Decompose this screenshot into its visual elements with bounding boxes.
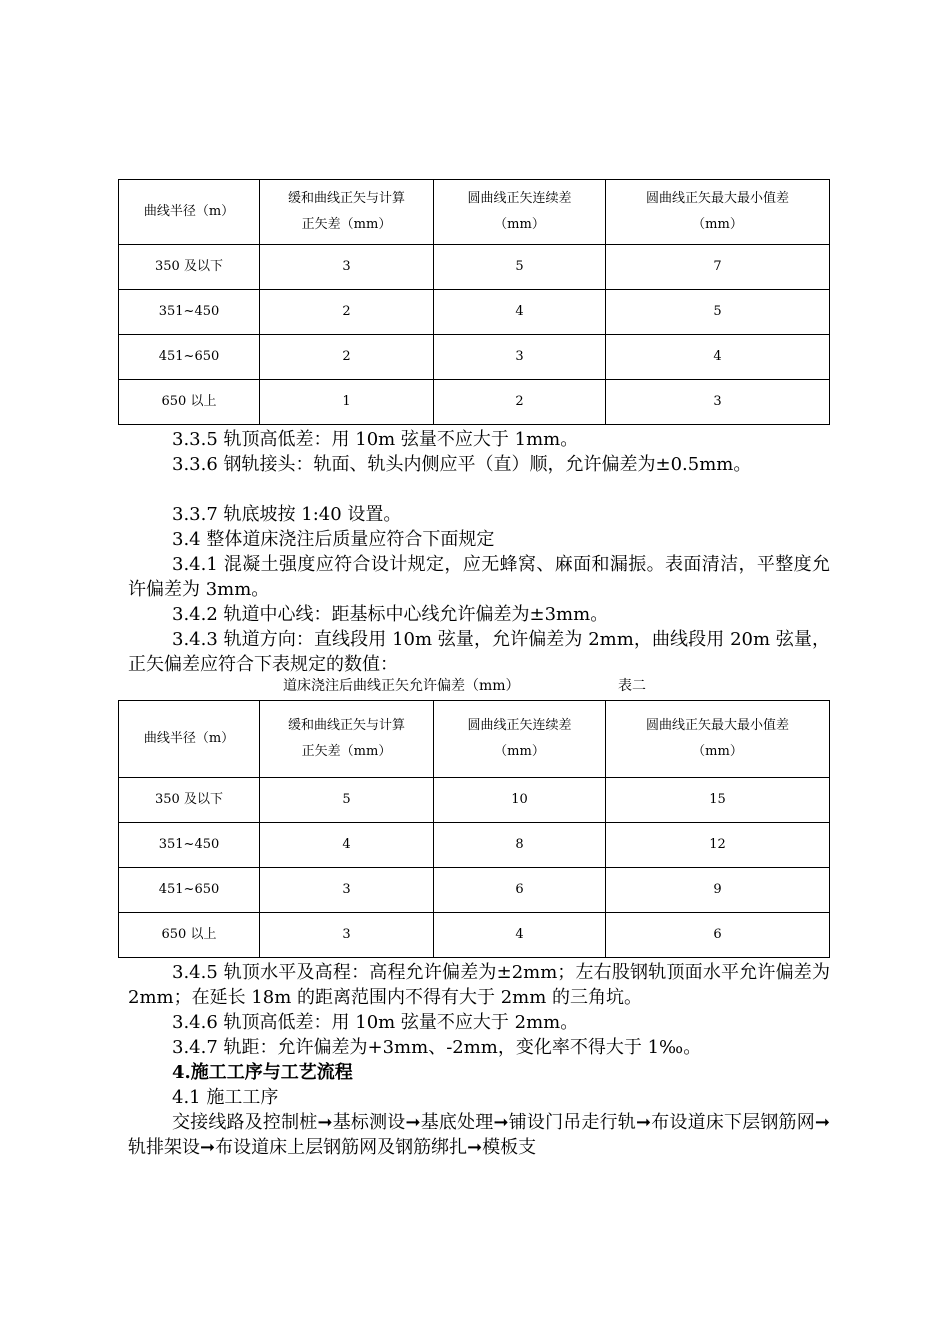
table-cell: 12 <box>606 823 830 868</box>
header-cell <box>119 701 260 778</box>
curve-tolerance-table-2 <box>118 700 830 958</box>
paragraph-3-4-5: 3.4.5 轨顶水平及高程：高程允许偏差为±2mm；左右股钢轨顶面水平允许偏差为 2mm；在延长 18m 的距离范围内不得有大于 2mm 的三角坑。 <box>128 962 830 1008</box>
table-cell: 4 <box>434 290 606 335</box>
header-cell <box>434 701 606 778</box>
table-cell: 650 以上 <box>119 380 260 425</box>
table-cell: 6 <box>434 868 606 913</box>
table-row <box>119 335 830 380</box>
header-text: （mm） <box>494 217 545 232</box>
table-cell: 351~450 <box>119 290 260 335</box>
table-cell: 10 <box>434 778 606 823</box>
header-text: （mm） <box>494 744 545 759</box>
table-header-row <box>119 701 830 778</box>
table-cell: 3 <box>260 913 434 958</box>
table-cell: 3 <box>606 380 830 425</box>
section-heading-4-1: 4.1 施工工序 <box>172 1087 279 1108</box>
table-row <box>119 245 830 290</box>
header-cell <box>260 180 434 245</box>
table-header-row <box>119 180 830 245</box>
table-row <box>119 868 830 913</box>
table-cell: 2 <box>260 290 434 335</box>
paragraph-3-4-7: 3.4.7 轨距：允许偏差为+3mm、-2mm，变化率不得大于 1‰。 <box>172 1037 702 1058</box>
table-cell: 451~650 <box>119 868 260 913</box>
table-cell: 4 <box>606 335 830 380</box>
paragraph-3-4-2: 3.4.2 轨道中心线：距基标中心线允许偏差为±3mm。 <box>172 604 609 625</box>
table-cell: 3 <box>260 245 434 290</box>
header-cell <box>434 180 606 245</box>
table-cell: 8 <box>434 823 606 868</box>
paragraph-process-flow: 交接线路及控制桩➞基标测设➞基底处理➞铺设门吊走行轨➞布设道床下层钢筋网➞轨排架设➞布设道床上层钢筋网及钢筋绑扎➞模板支 <box>128 1112 830 1158</box>
table-cell: 1 <box>260 380 434 425</box>
table-cell: 650 以上 <box>119 913 260 958</box>
header-text: 圆曲线正矢最大最小值差 <box>645 191 789 206</box>
header-text: 圆曲线正矢连续差 <box>467 191 572 206</box>
table-cell: 350 及以下 <box>119 245 260 290</box>
table-caption-number: 表二 <box>618 678 646 694</box>
table-cell: 4 <box>260 823 434 868</box>
header-text: 正矢差（mm） <box>301 744 392 759</box>
header-text: （mm） <box>692 744 743 759</box>
header-text: 缓和曲线正矢与计算 <box>287 718 405 733</box>
table-cell: 350 及以下 <box>119 778 260 823</box>
table-row <box>119 380 830 425</box>
table-cell: 2 <box>434 380 606 425</box>
table-cell: 2 <box>260 335 434 380</box>
paragraph-3-4-6: 3.4.6 轨顶高低差：用 10m 弦量不应大于 2mm。 <box>172 1012 579 1033</box>
table-cell: 15 <box>606 778 830 823</box>
paragraph-3-4-3: 3.4.3 轨道方向：直线段用 10m 弦量，允许偏差为 2mm，曲线段用 20m 弦量，正矢偏差应符合下表规定的数值： <box>128 629 830 675</box>
header-cell <box>119 180 260 245</box>
header-text: 曲线半径（m） <box>143 731 235 746</box>
header-text: 圆曲线正矢最大最小值差 <box>645 718 789 733</box>
table-row <box>119 290 830 335</box>
table-cell: 6 <box>606 913 830 958</box>
header-text: 圆曲线正矢连续差 <box>467 718 572 733</box>
header-cell <box>606 180 830 245</box>
header-text: 曲线半径（m） <box>143 204 235 219</box>
table-cell: 5 <box>434 245 606 290</box>
table-cell: 451~650 <box>119 335 260 380</box>
section-heading-4: 4.施工工序与工艺流程 <box>172 1062 353 1083</box>
table-cell: 351~450 <box>119 823 260 868</box>
header-text: （mm） <box>692 217 743 232</box>
header-cell <box>606 701 830 778</box>
table-cell: 3 <box>434 335 606 380</box>
curve-tolerance-table-1 <box>118 179 830 425</box>
table-cell: 4 <box>434 913 606 958</box>
table-row <box>119 823 830 868</box>
paragraph-3-3-5: 3.3.5 轨顶高低差：用 10m 弦量不应大于 1mm。 <box>172 429 579 450</box>
table-cell: 5 <box>606 290 830 335</box>
header-text: 正矢差（mm） <box>301 217 392 232</box>
table-caption-title: 道床浇注后曲线正矢允许偏差（mm） <box>283 678 520 694</box>
paragraph-3-4-1: 3.4.1 混凝土强度应符合设计规定，应无蜂窝、麻面和漏振。表面清洁，平整度允许偏差为 3mm。 <box>128 554 830 600</box>
table-cell: 7 <box>606 245 830 290</box>
paragraph-3-3-6: 3.3.6 钢轨接头：轨面、轨头内侧应平（直）顺，允许偏差为±0.5mm。 <box>172 454 752 475</box>
table-row <box>119 913 830 958</box>
table-cell: 5 <box>260 778 434 823</box>
table-cell: 9 <box>606 868 830 913</box>
header-text: 缓和曲线正矢与计算 <box>287 191 405 206</box>
table-row <box>119 778 830 823</box>
section-heading-3-4: 3.4 整体道床浇注后质量应符合下面规定 <box>172 529 495 550</box>
table-cell: 3 <box>260 868 434 913</box>
paragraph-3-3-7: 3.3.7 轨底坡按 1:40 设置。 <box>172 504 402 525</box>
header-cell <box>260 701 434 778</box>
